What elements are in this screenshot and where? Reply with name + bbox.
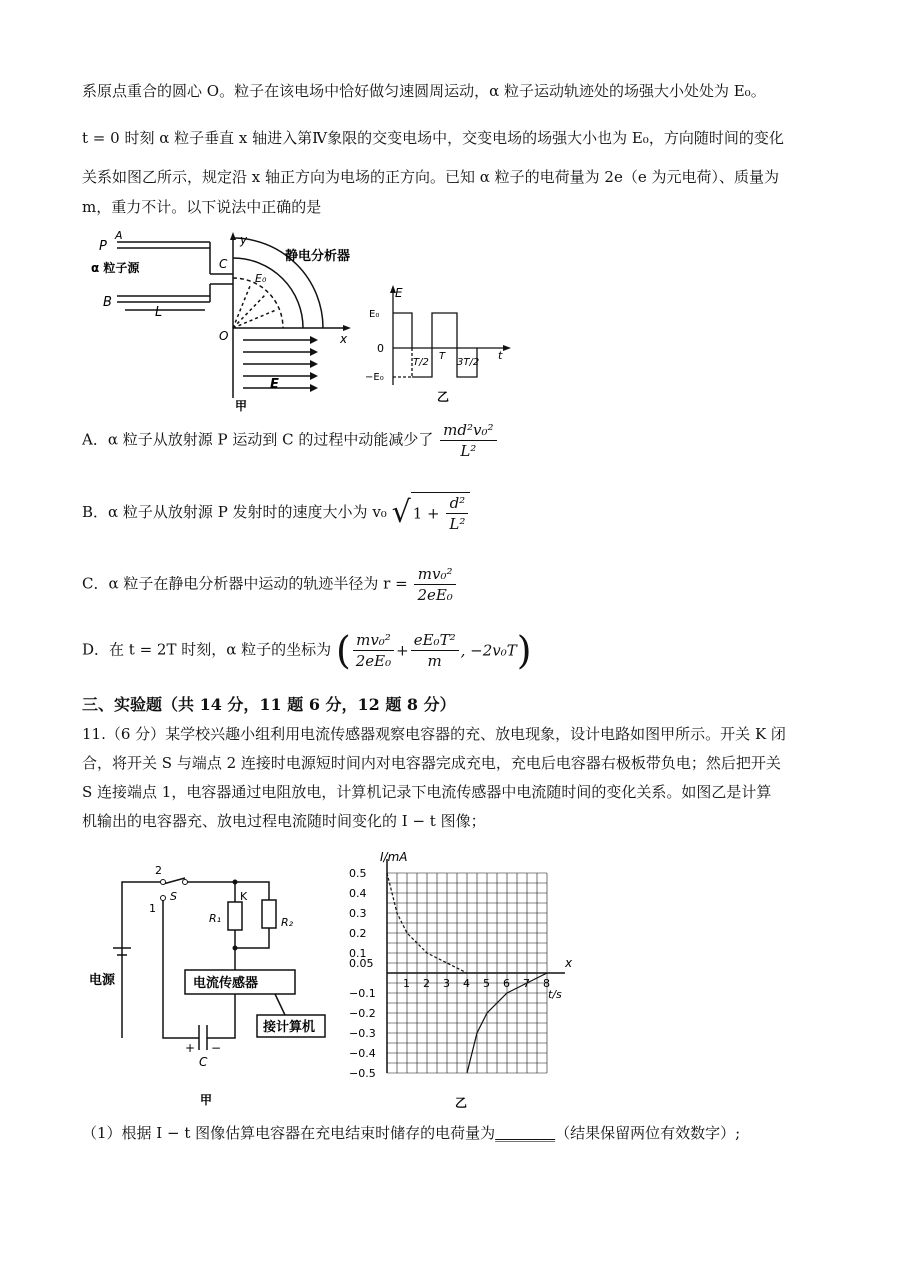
option-c[interactable] (82, 564, 458, 605)
label-r1: R₁ (209, 912, 222, 925)
option-c-den: 2eE₀ (417, 586, 453, 604)
circuit-diagram (85, 860, 330, 1110)
label-s: S (170, 890, 177, 903)
q11-part-1 (82, 1122, 740, 1144)
chart-ylabel: I/mA (380, 850, 408, 864)
label-c: C (219, 257, 228, 271)
chart-extra-label: x (565, 956, 573, 970)
current-time-chart (335, 845, 575, 1110)
chart-xlabel: t/s (548, 988, 562, 1001)
chart-yi-label: 乙 (455, 1096, 468, 1110)
option-d-plus: + (396, 641, 409, 660)
label-analyzer: 静电分析器 (285, 249, 351, 264)
label-c: C (199, 1055, 208, 1069)
y-tick-label: 0.3 (349, 907, 367, 920)
option-d-den1: 2eE₀ (355, 652, 392, 670)
option-b-prefix: B．α 粒子从放射源 P 发射时的速度大小为 v₀ (82, 503, 387, 521)
x-tick-label: 2 (423, 977, 430, 990)
label-o: O (219, 329, 229, 343)
intro-line-2: t = 0 时刻 α 粒子垂直 x 轴进入第Ⅳ象限的交变电场中，交变电场的场强大小也为 E₀，方向随时间的变化 (82, 129, 784, 147)
left-paren-icon: ( (335, 628, 351, 673)
intro-line-3: 关系如图乙所示，规定沿 x 轴正方向为电场的正方向。已知 α 粒子的电荷量为 2e（e 为元电荷）、质量为 (82, 168, 779, 186)
option-d-tail: , −2v₀T (460, 641, 517, 660)
x-tick-label: 6 (503, 977, 510, 990)
label-zero: 0 (377, 342, 384, 355)
y-tick-label: 0.05 (349, 957, 374, 970)
intro-line-1: 系原点重合的圆心 O。粒子在该电场中恰好做匀速圆周运动，α 粒子运动轨迹处的场强大小处处为 E₀。 (82, 82, 766, 100)
option-c-prefix: C．α 粒子在静电分析器中运动的轨迹半径为 r = (82, 574, 408, 593)
label-e0: E₀ (369, 309, 380, 320)
label-yi: 乙 (437, 390, 450, 404)
label-neg-e0: −E₀ (365, 372, 384, 383)
q11-part-1-tail: （结果保留两位有效数字）; (555, 1124, 741, 1142)
option-d[interactable] (82, 630, 532, 671)
x-tick-label: 5 (483, 977, 490, 990)
option-a-den: L² (460, 442, 477, 460)
y-tick-label: −0.4 (349, 1047, 376, 1060)
y-tick-label: −0.3 (349, 1027, 376, 1040)
y-tick-label: 0.1 (349, 947, 367, 960)
x-tick-label: 7 (523, 977, 530, 990)
label-minus: − (211, 1041, 222, 1055)
y-tick-label: 0.2 (349, 927, 367, 940)
label-a: A (115, 229, 123, 242)
label-b: B (103, 295, 112, 310)
option-a-num: md²v₀² (440, 420, 496, 441)
label-y: y (240, 233, 248, 247)
alternating-field-graph (365, 285, 515, 405)
label-alpha-source: α 粒子源 (91, 261, 140, 275)
label-e: E (395, 286, 403, 300)
option-b[interactable] (82, 492, 470, 534)
label-e: E (270, 377, 279, 392)
q11-line-3: S 连接端点 1，电容器通过电阻放电，计算机记录下电流传感器中电流随时间的变化关系。如图乙是计算 (82, 783, 772, 801)
label-1: 1 (149, 902, 156, 915)
option-c-num: mv₀² (414, 564, 455, 585)
label-t: T (439, 351, 446, 362)
label-e0: E₀ (255, 272, 267, 285)
option-b-inner: 1 + (412, 504, 440, 523)
label-k: K (240, 890, 248, 903)
y-tick-label: −0.1 (349, 987, 376, 1000)
label-sensor: 电流传感器 (193, 976, 259, 991)
intro-line-4: m，重力不计。以下说法中正确的是 (82, 198, 322, 216)
answer-blank[interactable]: ________ (495, 1124, 556, 1142)
y-tick-label: −0.5 (349, 1067, 376, 1080)
q11-line-4: 机输出的电容器充、放电过程电流随时间变化的 I − t 图像； (82, 812, 486, 830)
option-d-prefix: D．在 t = 2T 时刻，α 粒子的坐标为 (82, 640, 332, 659)
q11-line-1: 11.（6 分）某学校兴趣小组利用电流传感器观察电容器的充、放电现象，设计电路如图甲所示。开关 K 闭 (82, 725, 786, 743)
x-tick-label: 4 (463, 977, 470, 990)
label-t-half: T/2 (413, 357, 429, 368)
x-tick-label: 3 (443, 977, 450, 990)
q11-part-1-text: （1）根据 I − t 图像估算电容器在充电结束时储存的电荷量为 (82, 1124, 496, 1142)
option-a-fraction (440, 420, 496, 461)
section-title: 三、实验题（共 14 分，11 题 6 分，12 题 8 分） (82, 695, 456, 714)
label-2: 2 (155, 864, 162, 877)
electrostatic-analyzer-figure (85, 228, 365, 413)
x-tick-label: 8 (543, 977, 550, 990)
label-jia: 甲 (235, 399, 248, 413)
right-paren-icon: ) (516, 628, 532, 673)
label-l: L (155, 305, 163, 320)
option-b-sqrt (411, 492, 471, 534)
q11-line-2: 合，将开关 S 与端点 2 连接时电源短时间内对电容器完成充电，充电后电容器右极板带负电；然后把开关 (82, 754, 781, 772)
label-plus: + (185, 1041, 196, 1055)
y-tick-label: 0.5 (349, 867, 367, 880)
option-d-den2: m (427, 652, 442, 670)
label-computer: 接计算机 (263, 1020, 316, 1035)
option-a[interactable] (82, 420, 499, 461)
y-tick-label: −0.2 (349, 1007, 376, 1020)
option-d-num2: eE₀T² (411, 630, 459, 651)
label-jia: 甲 (200, 1093, 213, 1107)
label-r2: R₂ (281, 916, 294, 929)
label-power: 电源 (89, 973, 116, 988)
option-b-den: L² (449, 515, 466, 533)
label-p: P (99, 239, 107, 254)
label-x: x (340, 332, 348, 346)
option-b-num: d² (446, 493, 468, 514)
x-tick-label: 1 (403, 977, 410, 990)
option-a-prefix: A．α 粒子从放射源 P 运动到 C 的过程中动能减少了 (82, 430, 434, 449)
sqrt-icon: √ (391, 495, 411, 530)
label-3t-half: 3T/2 (457, 357, 480, 368)
y-tick-label: 0.4 (349, 887, 367, 900)
option-d-num1: mv₀² (353, 630, 394, 651)
label-t-axis: t (498, 349, 503, 362)
